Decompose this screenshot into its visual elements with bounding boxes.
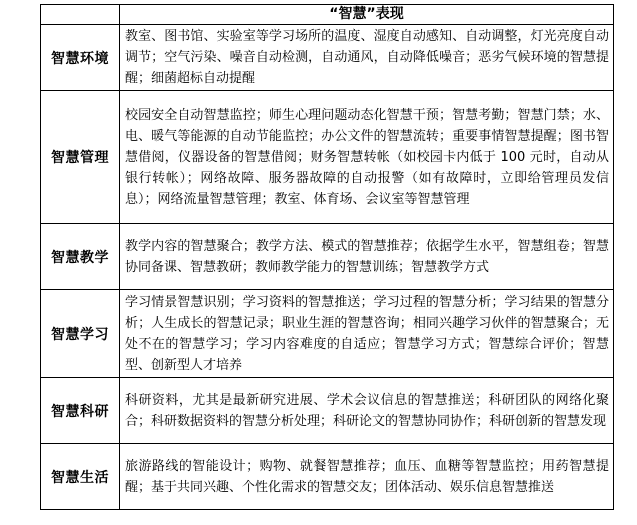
table-row [41,444,614,510]
row-description-teaching: 教学内容的智慧聚合；教学方法、模式的智慧推荐；依据学生水平，智慧组卷；智慧协同备课、智慧教研；教师教学能力的智慧训练；智慧教学方式 [120,224,614,290]
row-description-environment: 教室、图书馆、实验室等学习场所的温度、湿度自动感知、自动调整，灯光亮度自动调节；空气污染、噪音自动检测，自动通风，自动降低噪音；恶劣气候环境的智慧提醒；细菌超标自动提醒 [120,25,614,91]
row-label-research: 智慧科研 [41,378,120,444]
row-label-teaching: 智慧教学 [41,224,120,290]
header-empty-cell [41,5,120,25]
row-description-learning: 学习情景智慧识别；学习资料的智慧推送；学习过程的智慧分析；学习结果的智慧分析；人生成长的智慧记录；职业生涯的智慧咨询；相同兴趣学习伙伴的智慧聚合；无处不在的智慧学习；学习内容难度的自适应；智慧学习方式；智慧综合评价；智慧型、创新型人才培养 [120,290,614,378]
row-label-learning: 智慧学习 [41,290,120,378]
table-row [41,290,614,378]
table-row [41,224,614,290]
row-description-research: 科研资料，尤其是最新研究进展、学术会议信息的智慧推送；科研团队的网络化聚合；科研数据资料的智慧分析处理；科研论文的智慧协同协作；科研创新的智慧发现 [120,378,614,444]
table-header-row [41,5,614,25]
row-label-management: 智慧管理 [41,91,120,224]
table-row [41,25,614,91]
table-row [41,91,614,224]
row-description-life: 旅游路线的智能设计；购物、就餐智慧推荐；血压、血糖等智慧监控；用药智慧提醒；基于共同兴趣、个性化需求的智慧交友；团体活动、娱乐信息智慧推送 [120,444,614,510]
header-title: “智慧”表现 [120,5,614,25]
table-row [41,378,614,444]
smart-campus-table [40,4,614,510]
row-label-life: 智慧生活 [41,444,120,510]
row-description-management: 校园安全自动智慧监控；师生心理问题动态化智慧干预；智慧考勤；智慧门禁；水、电、暖气等能源的自动节能监控；办公文件的智慧流转；重要事情智慧提醒；图书智慧借阅，仪器设备的智慧借阅；财务智慧转帐（如校园卡内低于 100 元时，自动从银行转帐）；网络故障、服务器故障的自动报警（如有故障时，立即给管理员发信息）；网络流量智慧管理；教室、体育场、会议室等智慧管理 [120,91,614,224]
row-label-environment: 智慧环境 [41,25,120,91]
